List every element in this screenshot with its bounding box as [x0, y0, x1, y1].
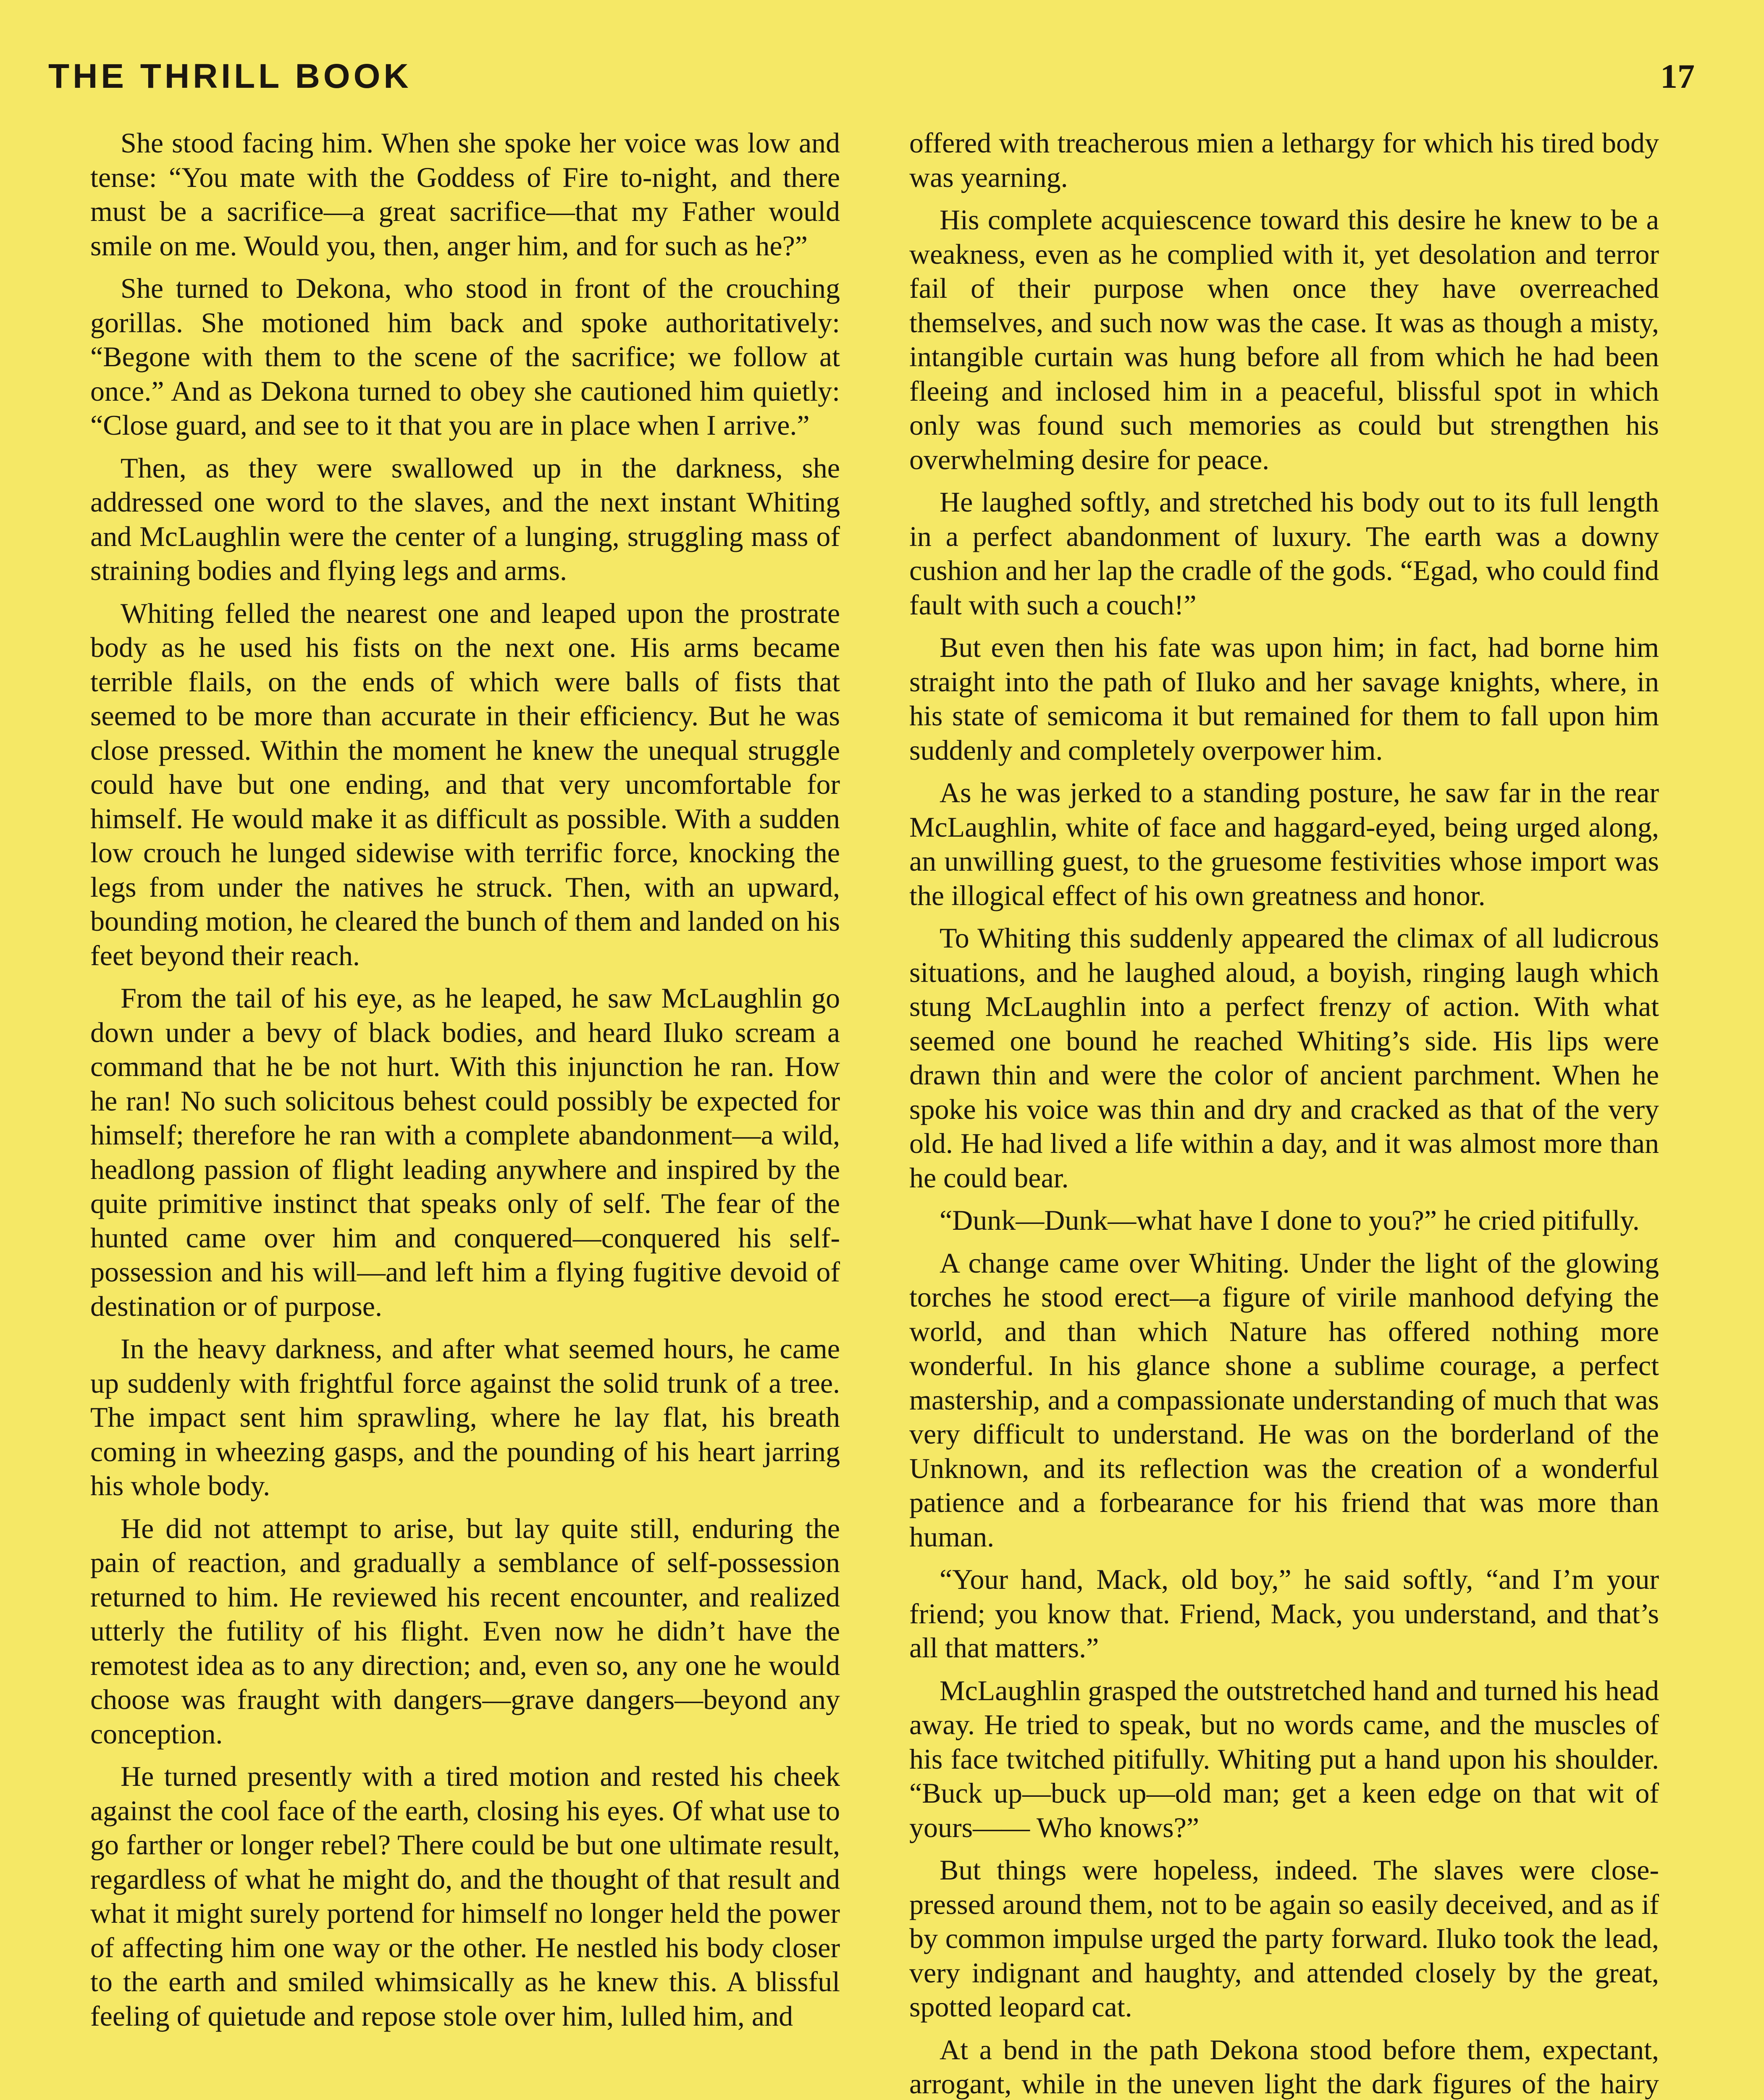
page-number: 17: [1660, 57, 1695, 95]
paragraph: To Whiting this suddenly appeared the climax of all ludicrous situations, and he laughed aloud, a boyish, ringing laugh which stung McLaughlin into a perfect frenzy of action. With what seemed one bound he reached Whiting’s side. His lips were drawn thin and were the color of ancient parchment. When he spoke his voice was thin and dry and cracked as that of the very old. He had lived a life within a day, and it was almost more than he could bear.: [909, 922, 1659, 1194]
paragraph: “Dunk—Dunk—what have I done to you?” he cried pitifully.: [940, 1204, 1640, 1236]
paragraph: From the tail of his eye, as he leaped, he saw McLaughlin go down under a bevy of black bodies, and heard Iluko scream a command that he be not hurt. With this injunction he ran. How he ran! No such solicitous behest could possibly be expected for himself; therefore he ran with a complete abandonment—a wild, headlong passion of flight leading anywhere and inspired by the quite primitive instinct that speaks only of self. The fear of the hunted came over him and conquered—conquered his self-possession and his will—and left him a flying fugitive devoid of destination or of purpose.: [90, 982, 840, 1322]
magazine-title: THE THRILL BOOK: [48, 57, 412, 95]
paragraph: McLaughlin grasped the outstretched hand and turned his head away. He tried to speak, but no words came, and the muscles of his face twitched pitifully. Whiting put a hand upon his shoulder. “Buck up—buck up—old man; get a keen edge on that wit of yours—— Who knows?”: [909, 1674, 1659, 1843]
paragraph: She turned to Dekona, who stood in front of the crouching gorillas. She motioned him back and spoke authoritatively: “Begone with them to the scene of the sacrifice; we follow at once.” And as Dekona turned to obey she cautioned him quietly: “Close guard, and see to it that you are in place when I arrive.”: [90, 272, 840, 441]
paragraph: Then, as they were swallowed up in the darkness, she addressed one word to the slaves, and the next instant Whiting and McLaughlin were the center of a lunging, struggling mass of straining bodies and flying legs and arms.: [90, 452, 840, 586]
paragraph: His complete acquiescence toward this desire he knew to be a weakness, even as he complied with it, yet desolation and terror fail of their purpose when once they have overreached themselves, and such now was the case. It was as though a misty, intangible curtain was hung before all from which he had been fleeing and inclosed him in a peaceful, blissful spot in which only was found such memories as could but strengthen his overwhelming desire for peace.: [909, 204, 1659, 475]
right-column: [909, 126, 1659, 2100]
paragraph: “Your hand, Mack, old boy,” he said softly, “and I’m your friend; you know that. Friend, Mack, you understand, and that’s all that matters.”: [909, 1563, 1659, 1664]
paragraph: As he was jerked to a standing posture, he saw far in the rear McLaughlin, white of face and haggard-eyed, being urged along, an unwilling guest, to the gruesome festivities whose import was the illogical effect of his own greatness and honor.: [909, 777, 1659, 911]
paragraph: But even then his fate was upon him; in fact, had borne him straight into the path of Iluko and her savage knights, where, in his state of semicoma it but remained for them to fall upon him suddenly and completely overpower him.: [909, 631, 1659, 766]
paragraph-continuation: offered with treacherous mien a lethargy for which his tired body was yearning.: [909, 127, 1659, 193]
left-column: [90, 126, 840, 2042]
paragraph: But things were hopeless, indeed. The slaves were close-pressed around them, not to be again so easily deceived, and as if by common impulse urged the party forward. Iluko took the lead, very indignant and haughty, and attended closely by the great, spotted leopard cat.: [909, 1854, 1659, 2023]
paragraph: He turned presently with a tired motion and rested his cheek against the cool face of the earth, closing his eyes. Of what use to go farther or longer rebel? There could be but one ultimate result, regardless of what he might do, and the thought of that result and what it might surely portend for himself no longer held the power of affecting him one way or the other. He nestled his body closer to the earth and smiled whimsically as he knew this. A blissful feeling of quietude and repose stole over him, lulled him, and: [90, 1760, 840, 2032]
paragraph: A change came over Whiting. Under the light of the glowing torches he stood erect—a figure of virile manhood defying the world, and than which Nature has offered nothing more wonderful. In his glance shone a sublime courage, a perfect mastership, and a compassionate understanding of much that was very difficult to understand. He was on the borderland of the Unknown, and its reflection was the creation of a wonderful patience and a forbearance for his friend that was more than human.: [909, 1247, 1659, 1553]
paragraph: She stood facing him. When she spoke her voice was low and tense: “You mate with the Goddess of Fire to-night, and there must be a sacrifice—a great sacrifice—that my Father would smile on me. Would you, then, anger him, and for such as he?”: [90, 127, 840, 262]
paragraph: He did not attempt to arise, but lay quite still, enduring the pain of reaction, and gradually a semblance of self-possession returned to him. He reviewed his recent encounter, and realized utterly the futility of his flight. Even now he didn’t have the remotest idea as to any direction; and, even so, any one he would choose was fraught with dangers—grave dangers—beyond any conception.: [90, 1512, 840, 1750]
paragraph: In the heavy darkness, and after what seemed hours, he came up suddenly with frightful force against the solid trunk of a tree. The impact sent him sprawling, where he lay flat, his breath coming in wheezing gasps, and the pounding of his heart jarring his whole body.: [90, 1333, 840, 1502]
page-header: [48, 57, 1695, 116]
paragraph: Whiting felled the nearest one and leaped upon the prostrate body as he used his fists on the next one. His arms became terrible flails, on the ends of which were balls of fists that seemed to be more than accurate in their efficiency. But he was close pressed. Within the moment he knew the unequal struggle could have but one ending, and that very uncomfortable for himself. He would make it as difficult as possible. With a sudden low crouch he lunged sidewise with terrific force, knocking the legs from under the natives he struck. Then, with an upward, bounding motion, he cleared the bunch of them and landed on his feet beyond their reach.: [90, 597, 840, 971]
paragraph: At a bend in the path Dekona stood before them, expectant, arrogant, while in the uneven light the dark figures of the hairy: [909, 2033, 1659, 2100]
paragraph: He laughed softly, and stretched his body out to its full length in a perfect abandonment of luxury. The earth was a downy cushion and her lap the cradle of the gods. “Egad, who could find fault with such a couch!”: [909, 486, 1659, 621]
